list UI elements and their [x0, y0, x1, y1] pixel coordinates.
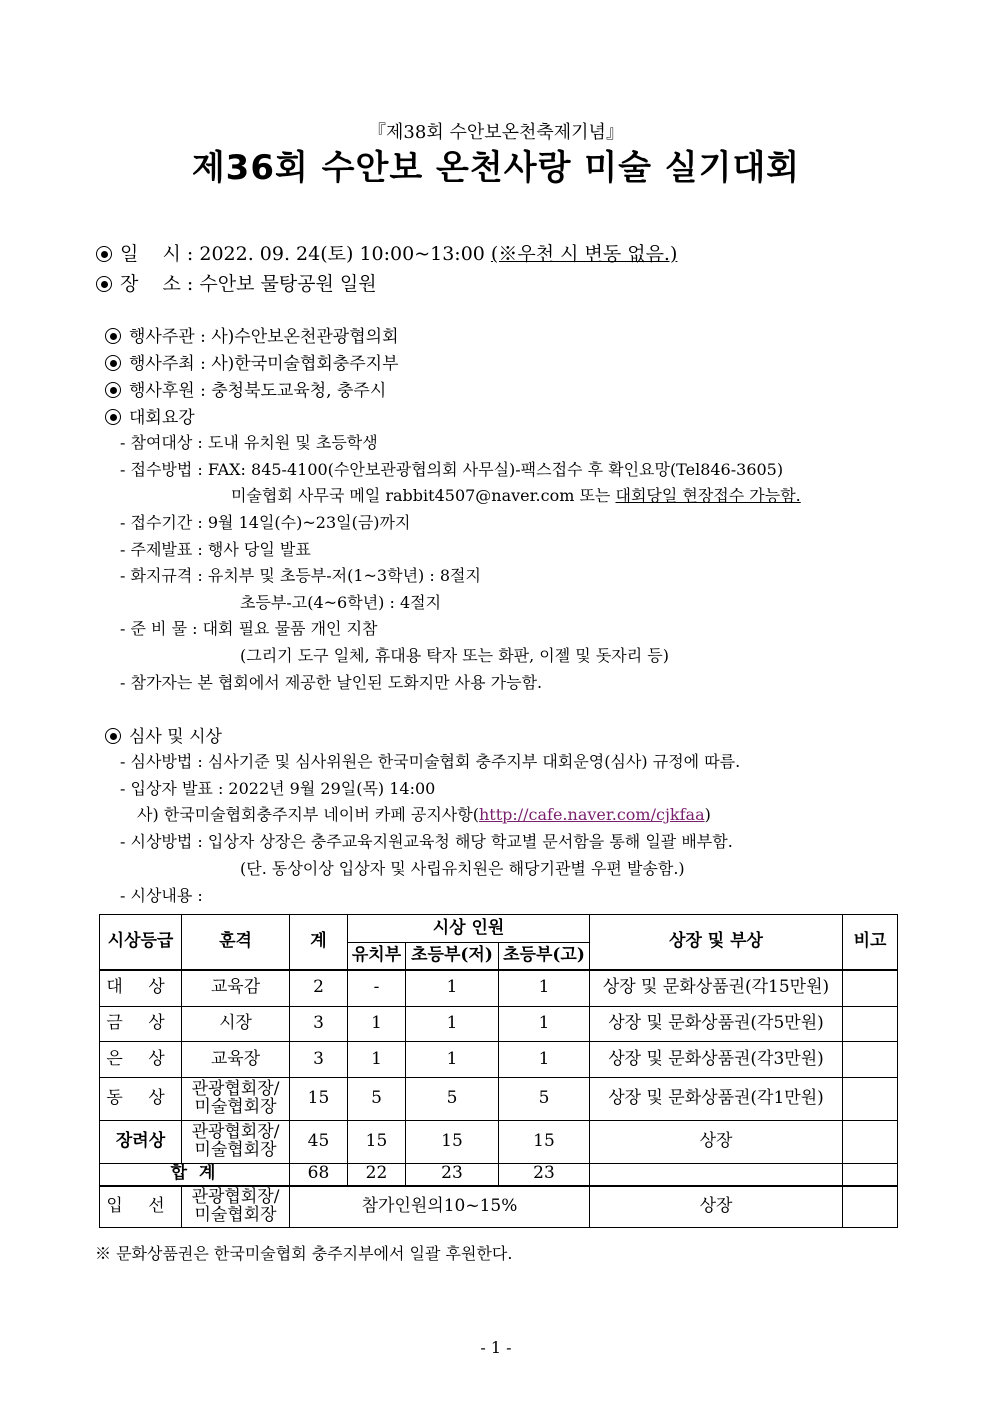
- bullet-icon: [105, 409, 121, 425]
- rank-cell: 관광협회장/ 미술협회장: [182, 1186, 290, 1228]
- grade-cell: 대 상: [100, 970, 182, 1007]
- header-note: 비고: [843, 915, 898, 970]
- date-label: 일 시 :: [120, 243, 194, 265]
- low-cell: 15: [406, 1121, 499, 1164]
- page-title: 제36회 수안보 온천사랑 미술 실기대회: [191, 148, 801, 188]
- guide-theme: - 주제발표 : 행사 당일 발표: [120, 540, 311, 559]
- bullet-icon: [105, 328, 121, 344]
- header-prize: 상장 및 부상: [590, 915, 843, 970]
- high-cell: 1: [499, 1007, 590, 1042]
- rank-cell: 교육장: [182, 1042, 290, 1078]
- grade-cell: 은 상: [100, 1042, 182, 1078]
- grade-cell: 장려상: [100, 1121, 182, 1164]
- table-row: [100, 1078, 898, 1121]
- guide-apply: - 접수방법 : FAX: 845-4100(수안보관광협의회 사무실)-팩스접수 후 확인요망(Tel846-3605): [120, 460, 784, 479]
- guide-prep-line2: (그리기 도구 일체, 휴대용 탁자 또는 화판, 이젤 및 돗자리 등): [240, 646, 670, 665]
- note-cell: [843, 1042, 898, 1078]
- judging-heading-row: [105, 722, 222, 747]
- guide-apply-email: 미술협회 사무국 메일 rabbit4507@naver.com 또는: [231, 486, 616, 505]
- bullet-icon: [105, 355, 121, 371]
- grade-cell: 동 상: [100, 1078, 182, 1121]
- total-cell: 15: [290, 1078, 348, 1121]
- guide-heading: 대회요강: [129, 408, 195, 428]
- date-note: (※우천 시 변동 없음.): [490, 243, 678, 265]
- judging-method: - 심사방법 : 심사기준 및 심사위원은 한국미술협회 충주지부 대회운영(심사) 규정에 따름.: [120, 752, 741, 771]
- low-cell: 5: [406, 1078, 499, 1121]
- header-high: 초등부(고): [499, 943, 590, 970]
- table-row: [100, 1007, 898, 1042]
- total-cell: 2: [290, 970, 348, 1007]
- low-cell: 1: [406, 970, 499, 1007]
- guide-note: - 참가자는 본 협회에서 제공한 날인된 도화지만 사용 가능함.: [120, 673, 543, 692]
- guide-paper: - 화지규격 : 유치부 및 초등부-저(1~3학년) : 8절지: [120, 566, 481, 585]
- award-table: [99, 914, 898, 1228]
- prize-cell: 상장 및 문화상품권(각15만원): [590, 970, 843, 1007]
- prize-cell: 상장 및 문화상품권(각5만원): [590, 1007, 843, 1042]
- sponsor-row: [105, 376, 386, 401]
- entry-row: [100, 1186, 898, 1228]
- prize-cell: 상장 및 문화상품권(각1만원): [590, 1078, 843, 1121]
- judging-heading: 심사 및 시상: [129, 727, 222, 747]
- guide-prep: - 준 비 물 : 대회 필요 물품 개인 지참: [120, 619, 378, 638]
- high-cell: 1: [499, 1042, 590, 1078]
- judging-award-line2: (단. 동상이상 입상자 및 사립유치원은 해당기관별 우편 발송함.): [240, 859, 685, 878]
- kinder-cell: -: [348, 970, 406, 1007]
- sum-kinder: 22: [348, 1164, 406, 1186]
- header-low: 초등부(저): [406, 943, 499, 970]
- kinder-cell: 15: [348, 1121, 406, 1164]
- header-rank: 훈격: [182, 915, 290, 970]
- header-kinder: 유치부: [348, 943, 406, 970]
- organizer-text: 행사주최 : 사)한국미술협회충주지부: [129, 354, 399, 374]
- event-place-row: [96, 269, 377, 296]
- organizer-row: [105, 349, 399, 374]
- header-people: 시상 인원: [348, 915, 590, 943]
- judging-award: - 시상방법 : 입상자 상장은 충주교육지원교육청 해당 학교별 문서함을 통해 일괄 배부함.: [120, 832, 733, 851]
- high-cell: 15: [499, 1121, 590, 1164]
- kinder-cell: 1: [348, 1007, 406, 1042]
- subtitle: 『제38회 수안보온천축제기념』: [368, 122, 624, 143]
- place-label: 장 소 :: [120, 273, 194, 295]
- low-cell: 1: [406, 1042, 499, 1078]
- rank-cell: 교육감: [182, 970, 290, 1007]
- high-cell: 1: [499, 970, 590, 1007]
- date-value: 2022. 09. 24(토) 10:00~13:00: [199, 243, 485, 265]
- note-cell: [843, 1078, 898, 1121]
- guide-period: - 접수기간 : 9월 14일(수)~23일(금)까지: [120, 513, 411, 532]
- table-row: [100, 1121, 898, 1164]
- note-cell: [843, 1121, 898, 1164]
- bullet-icon: [96, 276, 112, 292]
- host-text: 행사주관 : 사)수안보온천관광협의회: [129, 327, 399, 347]
- guide-heading-row: [105, 403, 195, 428]
- prize-cell: 상장: [590, 1121, 843, 1164]
- bullet-icon: [105, 728, 121, 744]
- kinder-cell: 5: [348, 1078, 406, 1121]
- cafe-link[interactable]: http://cafe.naver.com/cjkfaa: [478, 805, 705, 824]
- entry-people: 참가인원의10~15%: [290, 1186, 590, 1228]
- judging-content: - 시상내용 :: [120, 886, 203, 905]
- prize-cell: 상장: [590, 1186, 843, 1228]
- low-cell: 1: [406, 1007, 499, 1042]
- note-cell: [843, 970, 898, 1007]
- grade-cell: 금 상: [100, 1007, 182, 1042]
- header-total: 계: [290, 915, 348, 970]
- host-row: [105, 322, 399, 347]
- note-cell: [843, 1007, 898, 1042]
- total-cell: 45: [290, 1121, 348, 1164]
- judging-announce-line2: 사) 한국미술협회충주지부 네이버 카페 공지사항(http://cafe.naver.com/cjkfaa): [137, 805, 711, 824]
- sum-high: 23: [499, 1164, 590, 1186]
- sponsor-text: 행사후원 : 충청북도교육청, 충주시: [129, 381, 387, 401]
- sum-total: 68: [290, 1164, 348, 1186]
- guide-apply-line2: [231, 483, 801, 506]
- sum-row: [100, 1164, 898, 1186]
- bullet-icon: [96, 246, 112, 262]
- grade-cell: 입 선: [100, 1186, 182, 1228]
- event-date-row: [96, 239, 677, 266]
- sum-low: 23: [406, 1164, 499, 1186]
- high-cell: 5: [499, 1078, 590, 1121]
- total-cell: 3: [290, 1042, 348, 1078]
- header-grade: 시상등급: [100, 915, 182, 970]
- rank-cell: 시장: [182, 1007, 290, 1042]
- rank-cell: 관광협회장/ 미술협회장: [182, 1078, 290, 1121]
- rank-cell: 관광협회장/ 미술협회장: [182, 1121, 290, 1164]
- guide-paper-line2: 초등부-고(4~6학년) : 4절지: [240, 593, 442, 612]
- prize-cell: 상장 및 문화상품권(각3만원): [590, 1042, 843, 1078]
- bullet-icon: [105, 382, 121, 398]
- judging-announce-text: 사) 한국미술협회충주지부 네이버 카페 공지사항(: [137, 805, 479, 824]
- page-number: - 1 -: [480, 1338, 512, 1357]
- sum-label: 합 계: [100, 1164, 290, 1186]
- judging-announce: - 입상자 발표 : 2022년 9월 29일(목) 14:00: [120, 779, 436, 798]
- kinder-cell: 1: [348, 1042, 406, 1078]
- table-row: [100, 1042, 898, 1078]
- table-row: [100, 970, 898, 1007]
- total-cell: 3: [290, 1007, 348, 1042]
- footnote: ※ 문화상품권은 한국미술협회 충주지부에서 일괄 후원한다.: [95, 1244, 513, 1263]
- guide-target: - 참여대상 : 도내 유치원 및 초등학생: [120, 433, 378, 452]
- place-value: 수안보 물탕공원 일원: [199, 273, 377, 295]
- note-cell: [843, 1186, 898, 1228]
- guide-apply-onsite: 대회당일 현장접수 가능함.: [615, 486, 801, 505]
